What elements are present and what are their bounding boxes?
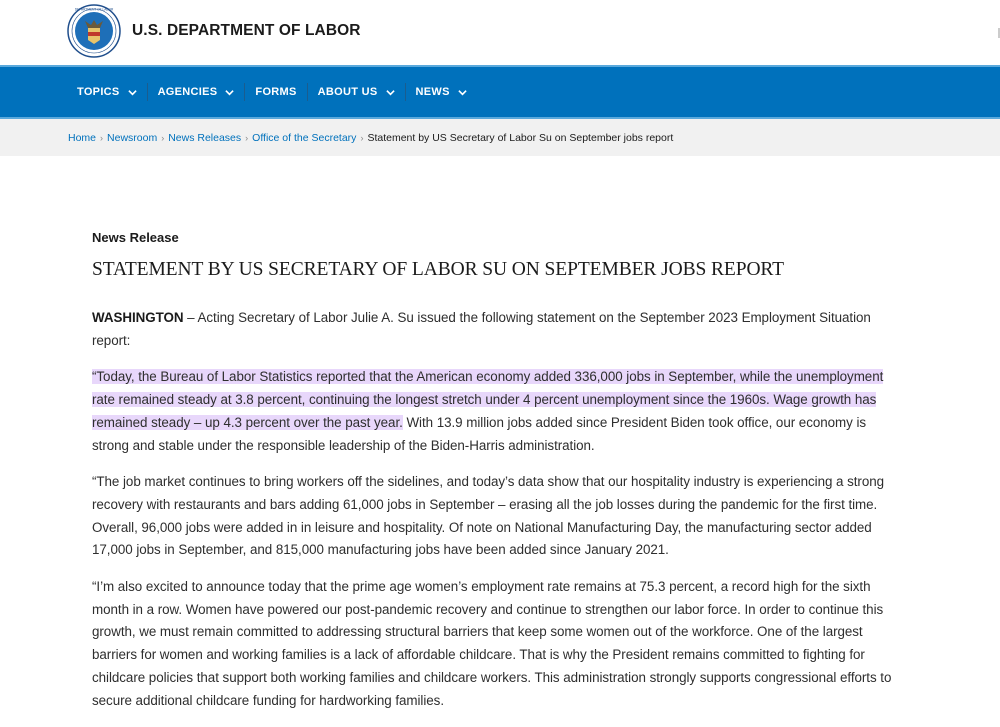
- chevron-down-icon: [386, 88, 395, 97]
- main-navigation: [0, 65, 1000, 119]
- breadcrumb-office-of-the-secretary[interactable]: Office of the Secretary: [252, 131, 357, 144]
- paragraph-text: With 13.9 million jobs added since President Biden took office, our economy is strong and stable under the responsible leadership of the Biden-Harris administration.: [92, 414, 867, 453]
- article-intro-paragraph: [92, 307, 892, 352]
- dateline: WASHINGTON: [92, 310, 184, 325]
- nav-label: AGENCIES: [157, 86, 218, 98]
- breadcrumb-news-releases[interactable]: News Releases: [168, 131, 242, 144]
- page-title: STATEMENT BY US SECRETARY OF LABOR SU ON SEPTEMBER JOBS REPORT: [92, 259, 784, 280]
- article: [92, 230, 892, 712]
- nav-label: FORMS: [255, 86, 297, 98]
- agency-name[interactable]: U.S. DEPARTMENT OF LABOR: [132, 22, 361, 39]
- nav-label: TOPICS: [77, 86, 120, 98]
- intro-text: – Acting Secretary of Labor Julie A. Su issued the following statement on the September 2023 Employment Situation report:: [92, 310, 871, 348]
- breadcrumb-separator-icon: ›: [360, 132, 364, 143]
- chevron-down-icon: [128, 88, 137, 97]
- article-paragraph-2: “The job market continues to bring workers off the sidelines, and today’s data show that our hospitality industry is experiencing a strong recovery with restaurants and bars adding 61,000 jobs in September – erasing all the job losses during the pandemic for the first time. Overall, 96,000 jobs were added in in leisure and hospitality. Of note on National Manufacturing Day, the manufacturing sector added 17,000 jobs in September, and 815,000 manufacturing jobs have been added since January 2021.: [92, 474, 885, 558]
- nav-item-topics[interactable]: [67, 67, 147, 117]
- site-header: [0, 0, 1000, 65]
- breadcrumb: [0, 119, 1000, 156]
- article-paragraph-1: [92, 366, 892, 457]
- breadcrumb-separator-icon: ›: [161, 132, 165, 143]
- chevron-down-icon: [225, 88, 234, 97]
- nav-item-agencies[interactable]: [148, 67, 245, 117]
- article-eyebrow: News Release: [92, 230, 179, 245]
- svg-text:DEPARTMENT OF LABOR: DEPARTMENT OF LABOR: [74, 7, 114, 12]
- nav-item-news[interactable]: [406, 67, 477, 117]
- nav-item-forms[interactable]: [245, 67, 306, 117]
- breadcrumb-newsroom[interactable]: Newsroom: [107, 131, 158, 144]
- nav-label: NEWS: [415, 86, 450, 98]
- nav-item-about-us[interactable]: [308, 67, 405, 117]
- dol-seal-logo[interactable]: [67, 4, 121, 58]
- breadcrumb-home[interactable]: Home: [68, 131, 97, 144]
- highlighted-text[interactable]: “Today, the Bureau of Labor Statistics reported that the American economy added 336,000 jobs in September, while the unemployment rate remained steady at 3.8 percent, continuing the longest stretch under 4 percent unemployment since the 1960s. Wage growth has remained steady – up 4.3 percent over the past year.: [92, 369, 884, 430]
- chevron-down-icon: [458, 88, 467, 97]
- breadcrumb-separator-icon: ›: [245, 132, 249, 143]
- breadcrumb-current: Statement by US Secretary of Labor Su on September jobs report: [367, 131, 674, 144]
- article-paragraph-3: “I’m also excited to announce today that the prime age women’s employment rate remains at 75.3 percent, a record high for the sixth month in a row. Women have powered our post-pandemic recovery and continue to strengthen our labor force. In order to continue this growth, we must remain committed to addressing structural barriers that keep some women out of the workforce. One of the largest barriers for women and working families is a lack of affordable childcare. That is why the President remains committed to fighting for childcare policies that support both working families and childcare workers. This administration strongly supports congressional efforts to secure additional childcare funding for hardworking families.: [92, 579, 892, 708]
- breadcrumb-separator-icon: ›: [100, 132, 104, 143]
- nav-label: ABOUT US: [317, 86, 378, 98]
